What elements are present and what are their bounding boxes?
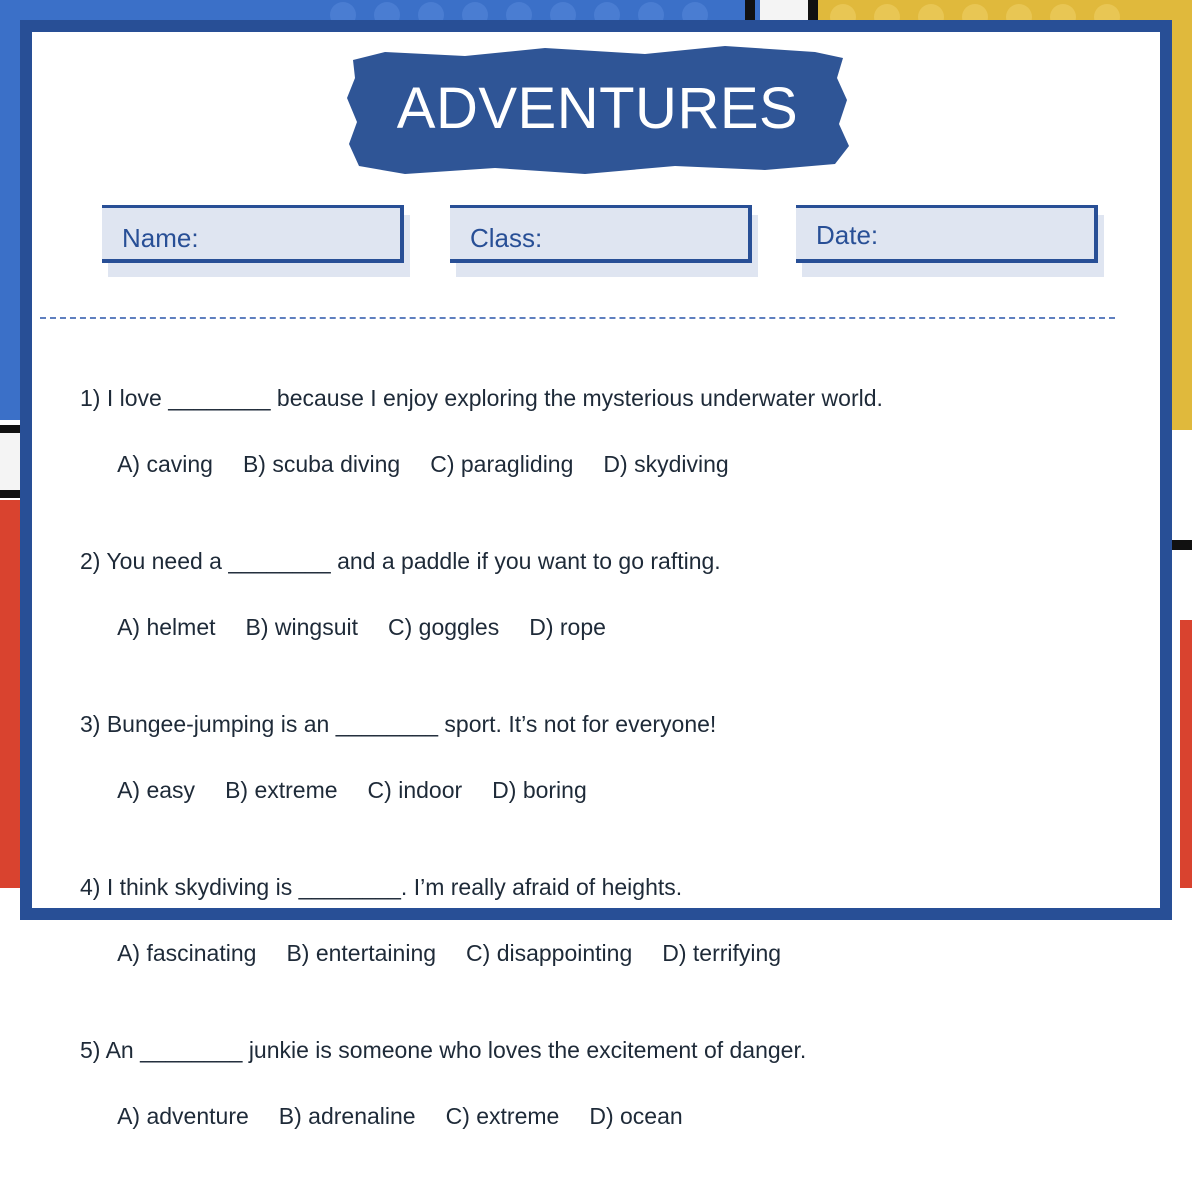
question-item bbox=[80, 708, 1140, 840]
question-item bbox=[80, 382, 1140, 514]
option-b[interactable]: B) entertaining bbox=[286, 940, 437, 966]
class-field[interactable] bbox=[450, 205, 752, 263]
option-b[interactable]: B) wingsuit bbox=[245, 614, 358, 640]
background-black-line bbox=[1170, 540, 1192, 550]
question-stem: 2) You need a ________ and a paddle if you want to go rafting. bbox=[80, 548, 721, 574]
background-red-block bbox=[1180, 620, 1192, 888]
option-d[interactable]: D) skydiving bbox=[603, 451, 729, 477]
question-stem: 1) I love ________ because I enjoy exploring the mysterious underwater world. bbox=[80, 385, 883, 411]
answer-options bbox=[80, 904, 1140, 1003]
question-stem: 3) Bungee-jumping is an ________ sport. It’s not for everyone! bbox=[80, 711, 717, 737]
name-field[interactable] bbox=[102, 205, 404, 263]
option-a[interactable]: A) fascinating bbox=[117, 940, 257, 966]
worksheet-title: ADVENTURES bbox=[396, 75, 799, 141]
answer-options bbox=[80, 741, 1140, 840]
option-b[interactable]: B) scuba diving bbox=[242, 451, 401, 477]
class-field-label: Class: bbox=[470, 223, 543, 253]
option-c[interactable]: C) indoor bbox=[367, 777, 463, 803]
option-c[interactable]: C) disappointing bbox=[466, 940, 633, 966]
question-stem: 4) I think skydiving is ________. I’m really afraid of heights. bbox=[80, 874, 683, 900]
question-item bbox=[80, 1034, 1140, 1166]
question-list bbox=[80, 382, 1140, 1197]
option-a[interactable]: A) easy bbox=[117, 777, 196, 803]
option-a[interactable]: A) caving bbox=[117, 451, 213, 477]
option-c[interactable]: C) extreme bbox=[445, 1103, 560, 1129]
option-b[interactable]: B) adrenaline bbox=[278, 1103, 416, 1129]
option-d[interactable]: D) terrifying bbox=[662, 940, 782, 966]
option-b[interactable]: B) extreme bbox=[225, 777, 338, 803]
question-item bbox=[80, 545, 1140, 677]
option-c[interactable]: C) paragliding bbox=[430, 451, 574, 477]
name-field-label: Name: bbox=[122, 223, 199, 253]
date-field[interactable] bbox=[796, 205, 1098, 263]
option-a[interactable]: A) helmet bbox=[117, 614, 216, 640]
answer-options bbox=[80, 578, 1140, 677]
option-d[interactable]: D) boring bbox=[492, 777, 587, 803]
option-c[interactable]: C) goggles bbox=[388, 614, 500, 640]
option-d[interactable]: D) rope bbox=[529, 614, 606, 640]
option-d[interactable]: D) ocean bbox=[589, 1103, 683, 1129]
title-banner bbox=[345, 38, 850, 178]
answer-options bbox=[80, 1067, 1140, 1166]
question-item bbox=[80, 871, 1140, 1003]
date-field-label: Date: bbox=[816, 220, 879, 250]
answer-options bbox=[80, 415, 1140, 514]
option-a[interactable]: A) adventure bbox=[117, 1103, 249, 1129]
question-stem: 5) An ________ junkie is someone who loves the excitement of danger. bbox=[80, 1037, 807, 1063]
dashed-divider bbox=[40, 317, 1115, 319]
